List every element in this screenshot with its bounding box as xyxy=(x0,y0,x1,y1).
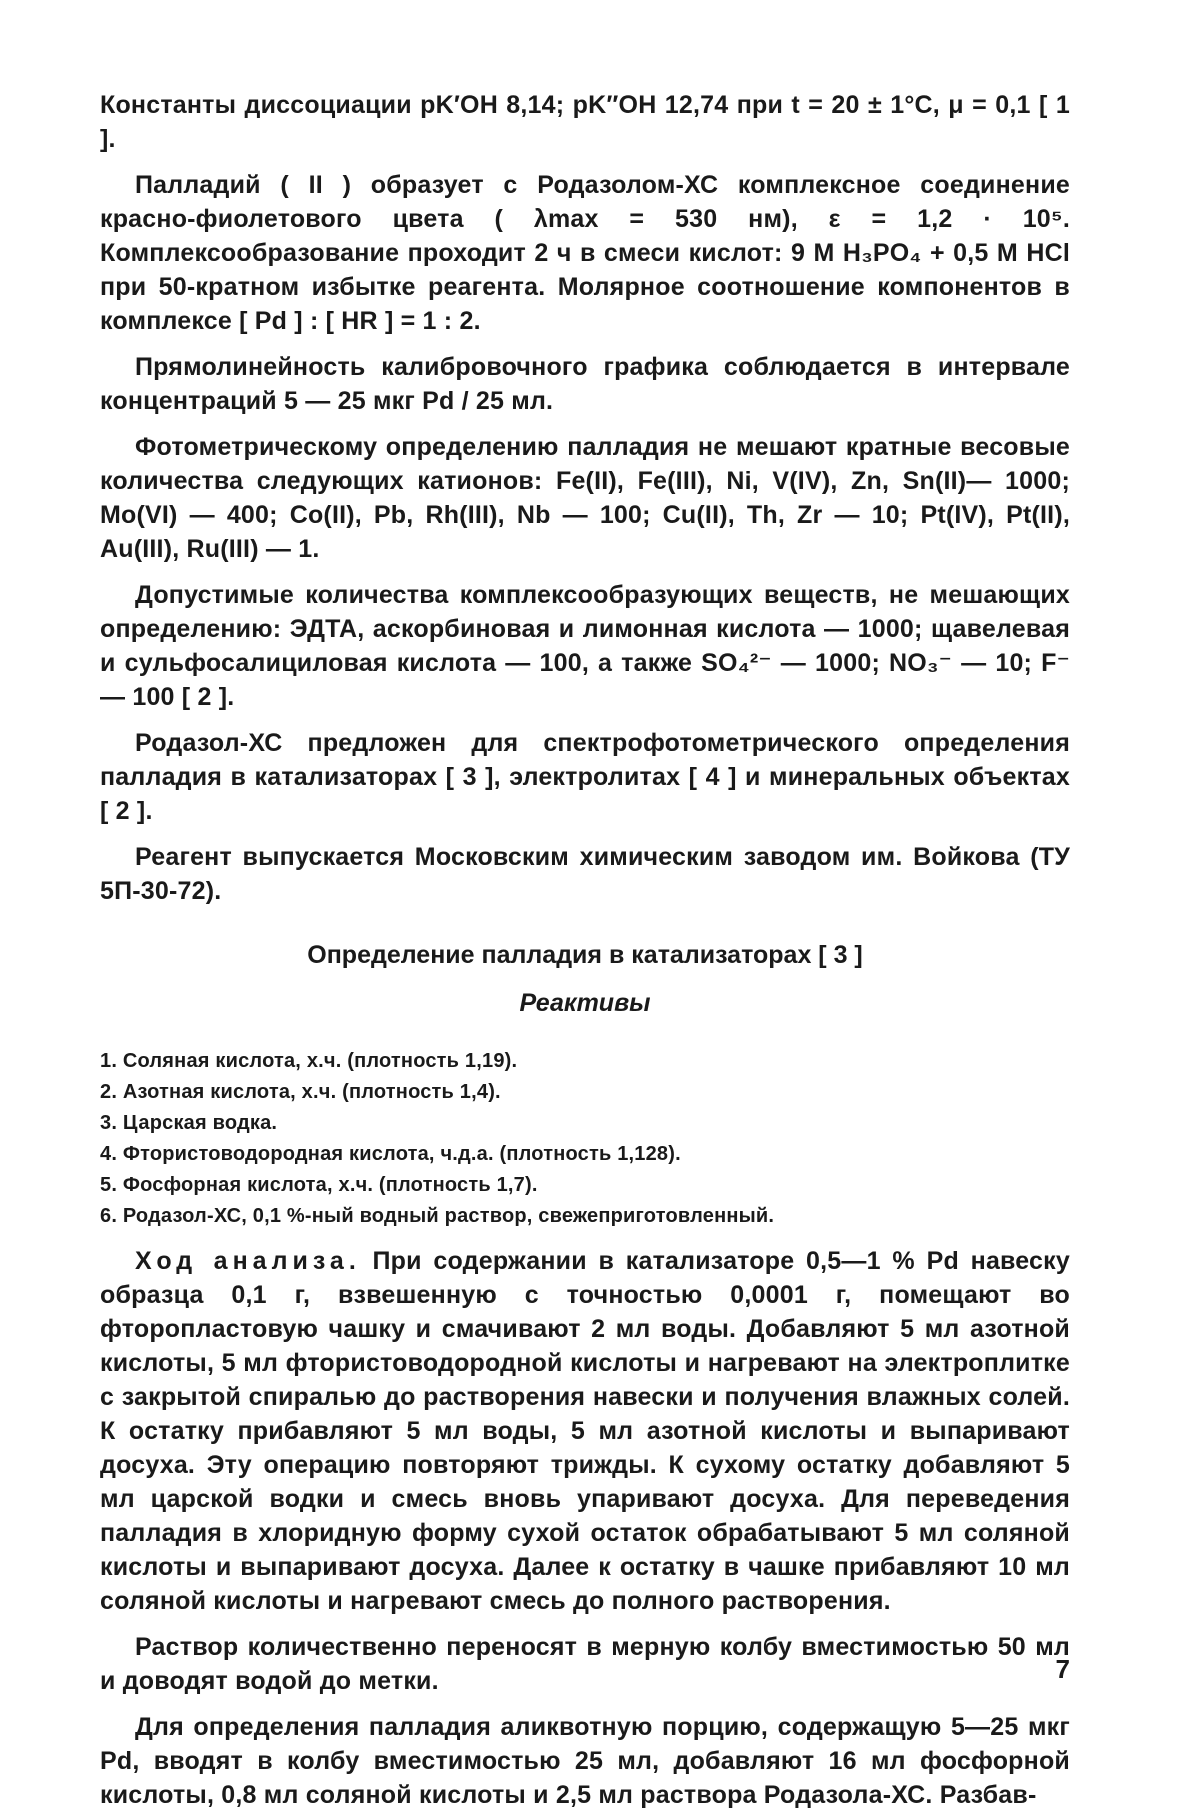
reagent-item: 3. Царская водка. xyxy=(100,1112,278,1134)
paragraph-calibration-range: Прямолинейность калибровочного графика соблюдается в интервале концентраций 5 — 25 мкг Pd / 25 мл. xyxy=(100,353,1070,415)
reagent-item: 4. Фтористоводородная кислота, ч.д.а. (плотность 1,128). xyxy=(100,1143,681,1165)
paragraph-aliquot: Для определения палладия аликвотную порцию, содержащую 5—25 мкг Pd, вводят в колбу вместимостью 25 мл, добавляют 16 мл фосфорной кислоты, 0,8 мл соляной кислоты и 2,5 мл раствора Родазола-ХС. Разбав- xyxy=(100,1713,1070,1809)
procedure-text: При содержании в катализаторе 0,5—1 % Pd навеску образца 0,1 г, взвешенную с точностью 0,0001 г, помещают во фторопластовую чашку и смачивают 2 мл воды. Добавляют 5 мл азотной кислоты, 5 мл фтористоводородной кислоты и нагревают на электроплитке с закрытой спиралью до растворения навески и получения влажных солей. К остатку прибавляют 5 мл воды, 5 мл азотной кислоты и выпаривают досуха. Эту операцию повторяют трижды. К сухому остатку добавляют 5 мл царской водки и смесь вновь упаривают досуха. Для переведения палладия в хлоридную форму сухой остаток обрабатывают 5 мл соляной кислоты и выпаривают досуха. Далее к остатку в чашке прибавляют 10 мл соляной кислоты и нагревают смесь до полного растворения. xyxy=(100,1247,1070,1615)
paragraph-reagent-manufacturer: Реагент выпускается Московским химическим заводом им. Войкова (ТУ 5П-30-72). xyxy=(100,843,1070,905)
paragraph-palladium-complex: Палладий ( II ) образует с Родазолом-ХС комплексное соединение красно-фиолетового цвета ( λmax = 530 нм), ε = 1,2 · 10⁵. Комплексообразование проходит 2 ч в смеси кислот: 9 M H₃PO₄ + 0,5 M HCl при 50-кратном избытке реагента. Молярное соотношение компонентов в комплексе [ Pd ] : [ HR ] = 1 : 2. xyxy=(100,171,1070,335)
reagent-item: 2. Азотная кислота, х.ч. (плотность 1,4). xyxy=(100,1081,501,1103)
paragraph-transfer: Раствор количественно переносят в мерную колбу вместимостью 50 мл и доводят водой до метки. xyxy=(100,1633,1070,1695)
section-title: Определение палладия в катализаторах [ 3 ] xyxy=(307,941,863,969)
reagent-item: 6. Родазол-ХС, 0,1 %-ный водный раствор, свежеприготовленный. xyxy=(100,1205,775,1227)
reagent-item: 5. Фосфорная кислота, х.ч. (плотность 1,7). xyxy=(100,1174,538,1196)
paragraph-dissociation-constants: Константы диссоциации pK′ОН 8,14; pK″ОН 12,74 при t = 20 ± 1°C, μ = 0,1 [ 1 ]. xyxy=(100,91,1070,153)
reagent-item: 1. Соляная кислота, х.ч. (плотность 1,19). xyxy=(100,1050,518,1072)
page-number: 7 xyxy=(1055,1654,1070,1684)
paragraph-complexing-agents: Допустимые количества комплексообразующих веществ, не мешающих определению: ЭДТА, аскорбиновая и лимонная кислота — 1000; щавелевая и сульфосалициловая кислота — 100, а также SO₄²⁻ — 1000; NO₃⁻ — 10; F⁻ — 100 [ 2 ]. xyxy=(100,581,1070,711)
reagents-list xyxy=(100,1046,1070,1232)
paragraph-procedure xyxy=(100,1244,1070,1618)
paragraph-applications: Родазол-ХС предложен для спектрофотометрического определения палладия в катализаторах [ 3 ], электролитах [ 4 ] и минеральных объектах [ 2 ]. xyxy=(100,729,1070,825)
procedure-label: Ход анализа. xyxy=(135,1247,361,1275)
subsection-title-reagents: Реактивы xyxy=(519,989,651,1017)
paragraph-interfering-cations: Фотометрическому определению палладия не мешают кратные весовые количества следующих катионов: Fe(II), Fe(III), Ni, V(IV), Zn, Sn(II)— 1000; Mo(VI) — 400; Co(II), Pb, Rh(III), Nb — 100; Cu(II), Th, Zr — 10; Pt(IV), Pt(II), Au(III), Ru(III) — 1. xyxy=(100,433,1070,563)
